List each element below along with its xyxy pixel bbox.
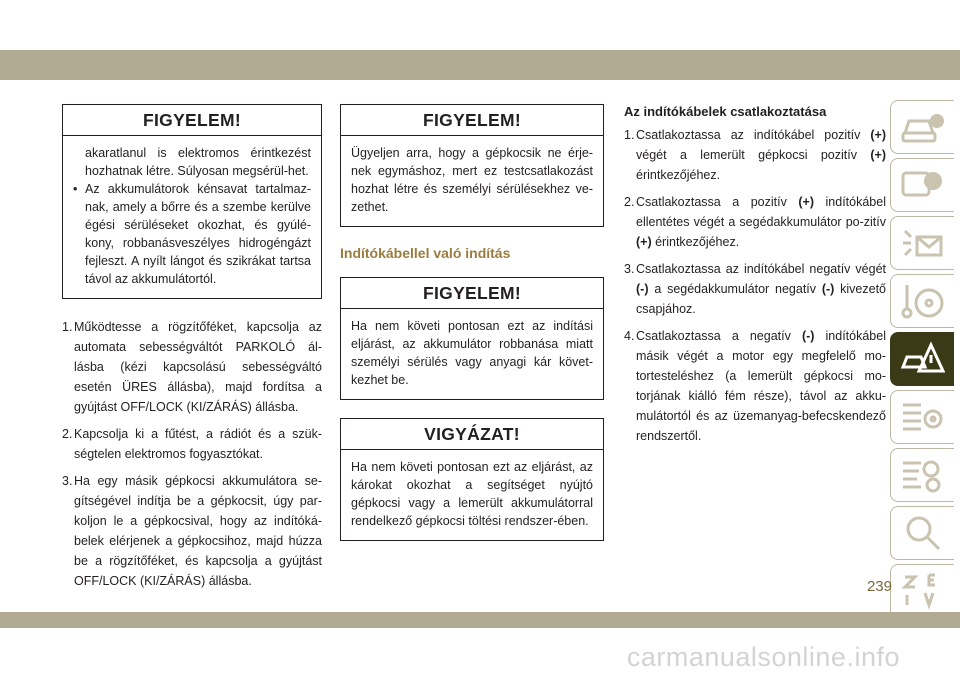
list-item: 2. Kapcsolja ki a fűtést, a rádiót és a szük- ségtelen elektromos fogyasztókat. (62, 427, 322, 461)
tab-warning-info[interactable] (890, 158, 954, 212)
subsection-title: Az indítókábelek csatlakoztatása (624, 104, 827, 119)
lights-message-icon (899, 223, 945, 263)
warning-box-procedure (340, 277, 604, 400)
warning-continuation: akaratlanul is elektromos érintkezést hozhatnak létre. Súlyosan megsérül-het. (85, 146, 311, 178)
tab-car-info[interactable] (890, 100, 954, 154)
warning-box-contact (340, 104, 604, 227)
specs-gear-icon (899, 455, 945, 495)
caution-box (340, 418, 604, 541)
connection-steps (624, 125, 886, 446)
wrench-steering-icon (899, 281, 945, 321)
page-number: 239 (866, 578, 892, 595)
warning-info-icon (899, 165, 945, 205)
left-column (62, 104, 322, 598)
roadside-warning-icon (899, 339, 945, 379)
list-item: 4. Csatlakoztassa a negatív (-) indítókábel másik végét a motor egy megfelelő mo-tortesteléshez (a lemerült gépkocsi mo-torjának kiálló fém része), távol az akku-mulátortól és az üzemanyag-befecskendező rendszertől. (624, 329, 886, 443)
tab-roadside-warning[interactable] (890, 332, 954, 386)
bullet-dot-icon: • (73, 182, 78, 196)
watermark[interactable]: carmanualsonline.info (626, 642, 900, 672)
section-title: Indítókábellel való indítás (340, 245, 511, 261)
tab-wrench-steering[interactable] (890, 274, 954, 328)
top-margin (0, 0, 960, 50)
car-info-icon (899, 107, 945, 147)
caution-heading: VIGYÁZAT! (341, 419, 603, 450)
list-item: 1. Működtesse a rögzítőféket, kapcsolja az automata sebességváltót PARKOLÓ ál-lásba (kézi kapcsolású sebességváltó esetén ÜRES állásba), majd fordítsa a gyújtást OFF/LOCK (KI/ZÁRÁS) állásba. (62, 320, 322, 414)
list-item: 3. Ha egy másik gépkocsi akkumulátora se- gítségével indítja be a gépkocsit, úgy par-koljon le a gépkocsival, hogy az indítóká-belek elérjenek a gépkocsihoz, majd húzza be a rögzítőféket, és kapcsolja a gyújtást OFF/LOCK (KI/ZÁRÁS) állásba. (62, 474, 322, 588)
tab-search[interactable] (890, 506, 954, 560)
middle-column (340, 104, 604, 559)
warning-bullet-text: Az akkumulátorok kénsavat tartalmaz-nak, amely a bőrre és a szembe kerülve égési sérüléseket okozhat, és gyúlé-kony, robbanásveszélyes hidrogéngázt fejleszt. A nyílt lángot és szikrákat tartsa távol az akkumulátortól. (85, 182, 311, 286)
list-item: 3. Csatlakoztassa az indítókábel negatív végét (-) a segédakkumulátor negatív (-) kivezető csapjához. (624, 262, 886, 316)
chapter-tabs (890, 100, 960, 622)
index-letters-icon (899, 571, 945, 611)
list-item: 2. Csatlakoztassa a pozitív (+) indítókábel ellentétes végét a segédakkumulátor po-zitív (+) érintkezőjéhez. (624, 195, 886, 249)
maintenance-gear-icon (899, 397, 945, 437)
warning-heading: FIGYELEM! (63, 105, 321, 136)
tab-specs[interactable] (890, 448, 954, 502)
preparation-steps (62, 317, 322, 591)
caution-body: Ha nem követi pontosan ezt az eljárást, az károkat okozhat a segítséget nyújtó gépkocsi vagy a lemerült akkumulátorral rendelkező gépkocsi töltési rendszer-ében. (351, 460, 593, 528)
top-band (0, 50, 960, 80)
warning-heading: FIGYELEM! (341, 278, 603, 309)
warning-box-battery (62, 104, 322, 299)
bottom-band (0, 612, 960, 628)
warning-body: Ha nem követi pontosan ezt az indítási eljárást, az akkumulátor robbanása miatt személyi sérülés vagy anyagi kár követ-kezhet be. (351, 319, 593, 387)
tab-index[interactable] (890, 564, 954, 618)
search-icon (899, 513, 945, 553)
warning-bullet (73, 180, 311, 288)
tab-maintenance[interactable] (890, 390, 954, 444)
warning-heading: FIGYELEM! (341, 105, 603, 136)
warning-body: Ügyeljen arra, hogy a gépkocsik ne érje-nek egymáshoz, mert ez testcsatlakozást hozhat létre és személyi sérülésekhez ve-zethet. (351, 146, 593, 214)
list-item: 1. Csatlakoztassa az indítókábel pozitív (+) végét a lemerült gépkocsi pozitív (+) érintkezőjéhez. (624, 128, 887, 182)
warning-body (63, 136, 321, 298)
tab-lights-message[interactable] (890, 216, 954, 270)
right-column (624, 104, 886, 453)
